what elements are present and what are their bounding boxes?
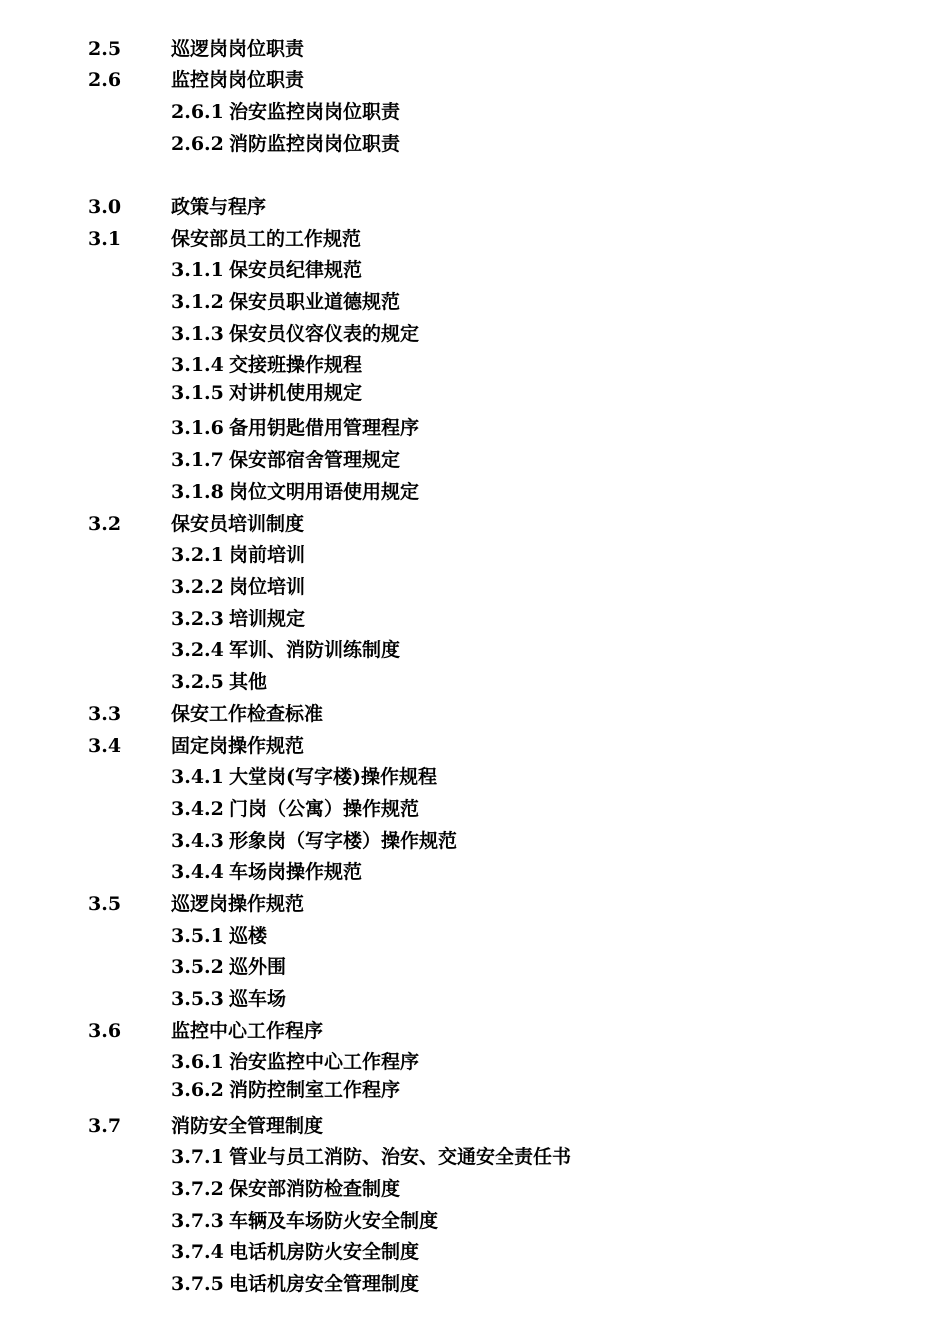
toc-subentry-title: 交接班操作规程 xyxy=(229,354,363,376)
toc-subentry-title: 保安部宿舍管理规定 xyxy=(229,449,401,471)
toc-subentry-number: 3.1.8 xyxy=(171,481,224,503)
toc-subentry-number: 3.2.1 xyxy=(171,544,224,566)
toc-entry-title: 固定岗操作规范 xyxy=(171,735,305,757)
toc-subentry-number: 3.2.2 xyxy=(171,576,224,598)
toc-entry-number: 3.3 xyxy=(88,703,122,725)
toc-entry-number: 3.6 xyxy=(88,1020,122,1042)
toc-subentry-title: 消防监控岗岗位职责 xyxy=(229,133,401,155)
toc-entry-title: 巡逻岗操作规范 xyxy=(171,893,305,915)
toc-subentry-number: 3.6.2 xyxy=(171,1079,224,1101)
toc-entry-title: 保安员培训制度 xyxy=(171,513,305,535)
toc-subentry-number: 3.1.1 xyxy=(171,259,224,281)
toc-subentry-number: 3.5.2 xyxy=(171,956,224,978)
toc-subentry-number: 3.4.3 xyxy=(171,830,224,852)
toc-entry-number: 3.1 xyxy=(88,228,122,250)
toc-subentry-number: 3.5.3 xyxy=(171,988,224,1010)
toc-subentry-number: 3.7.2 xyxy=(171,1178,224,1200)
toc-subentry-number: 3.7.3 xyxy=(171,1210,224,1232)
toc-subentry-number: 3.2.5 xyxy=(171,671,224,693)
toc-subentry-title: 保安员纪律规范 xyxy=(229,259,363,281)
toc-entry-title: 消防安全管理制度 xyxy=(171,1115,324,1137)
toc-subentry-number: 3.1.6 xyxy=(171,417,224,439)
toc-subentry-title: 保安员仪容仪表的规定 xyxy=(229,323,420,345)
toc-subentry-title: 电话机房安全管理制度 xyxy=(229,1273,420,1295)
toc-subentry-title: 管业与员工消防、治安、交通安全责任书 xyxy=(229,1146,572,1168)
toc-subentry-title: 形象岗（写字楼）操作规范 xyxy=(229,830,458,852)
toc-entry-title: 监控中心工作程序 xyxy=(171,1020,324,1042)
toc-subentry-number: 3.4.1 xyxy=(171,766,224,788)
toc-subentry-title: 岗位培训 xyxy=(229,576,306,598)
toc-subentry-title: 岗位文明用语使用规定 xyxy=(229,481,420,503)
toc-subentry-number: 3.7.4 xyxy=(171,1241,224,1263)
toc-subentry-title: 大堂岗(写字楼)操作规程 xyxy=(229,766,437,788)
toc-subentry-title: 治安监控中心工作程序 xyxy=(229,1051,420,1073)
toc-entry-number: 3.7 xyxy=(88,1115,122,1137)
toc-subentry-title: 巡外围 xyxy=(229,956,287,978)
toc-subentry-title: 巡楼 xyxy=(229,925,268,947)
toc-subentry-number: 3.4.4 xyxy=(171,861,224,883)
toc-subentry-number: 3.2.3 xyxy=(171,608,224,630)
toc-subentry-title: 车辆及车场防火安全制度 xyxy=(229,1210,439,1232)
toc-entry-title: 保安工作检查标准 xyxy=(171,703,324,725)
toc-subentry-title: 保安部消防检查制度 xyxy=(229,1178,401,1200)
toc-subentry-number: 3.1.7 xyxy=(171,449,224,471)
toc-subentry-title: 培训规定 xyxy=(229,608,306,630)
toc-subentry-number: 3.2.4 xyxy=(171,639,224,661)
toc-entry-number: 2.5 xyxy=(88,38,122,60)
toc-subentry-number: 3.6.1 xyxy=(171,1051,224,1073)
toc-subentry-title: 门岗（公寓）操作规范 xyxy=(229,798,420,820)
toc-subentry-title: 岗前培训 xyxy=(229,544,306,566)
toc-entry-number: 3.4 xyxy=(88,735,122,757)
toc-entry-number: 3.5 xyxy=(88,893,122,915)
toc-entry-title: 保安部员工的工作规范 xyxy=(171,228,362,250)
toc-entry-title: 巡逻岗岗位职责 xyxy=(171,38,305,60)
toc-subentry-number: 3.1.2 xyxy=(171,291,224,313)
toc-subentry-title: 巡车场 xyxy=(229,988,287,1010)
toc-subentry-number: 3.1.3 xyxy=(171,323,224,345)
toc-subentry-title: 军训、消防训练制度 xyxy=(229,639,401,661)
toc-entry-number: 2.6 xyxy=(88,69,122,91)
toc-entry-title: 监控岗岗位职责 xyxy=(171,69,305,91)
toc-subentry-number: 3.5.1 xyxy=(171,925,224,947)
toc-subentry-number: 2.6.2 xyxy=(171,133,224,155)
toc-subentry-title: 对讲机使用规定 xyxy=(229,382,363,404)
toc-subentry-title: 电话机房防火安全制度 xyxy=(229,1241,420,1263)
toc-entry-number: 3.0 xyxy=(88,196,122,218)
toc-subentry-title: 保安员职业道德规范 xyxy=(229,291,401,313)
toc-subentry-title: 车场岗操作规范 xyxy=(229,861,363,883)
toc-subentry-number: 3.4.2 xyxy=(171,798,224,820)
toc-subentry-number: 3.1.5 xyxy=(171,382,224,404)
toc-subentry-title: 治安监控岗岗位职责 xyxy=(229,101,401,123)
toc-subentry-number: 3.7.5 xyxy=(171,1273,224,1295)
toc-entry-number: 3.2 xyxy=(88,513,122,535)
toc-subentry-title: 消防控制室工作程序 xyxy=(229,1079,401,1101)
toc-subentry-number: 3.1.4 xyxy=(171,354,224,376)
toc-subentry-title: 备用钥匙借用管理程序 xyxy=(229,417,420,439)
toc-entry-title: 政策与程序 xyxy=(171,196,267,218)
toc-subentry-title: 其他 xyxy=(229,671,268,693)
toc-subentry-number: 3.7.1 xyxy=(171,1146,224,1168)
toc-subentry-number: 2.6.1 xyxy=(171,101,224,123)
